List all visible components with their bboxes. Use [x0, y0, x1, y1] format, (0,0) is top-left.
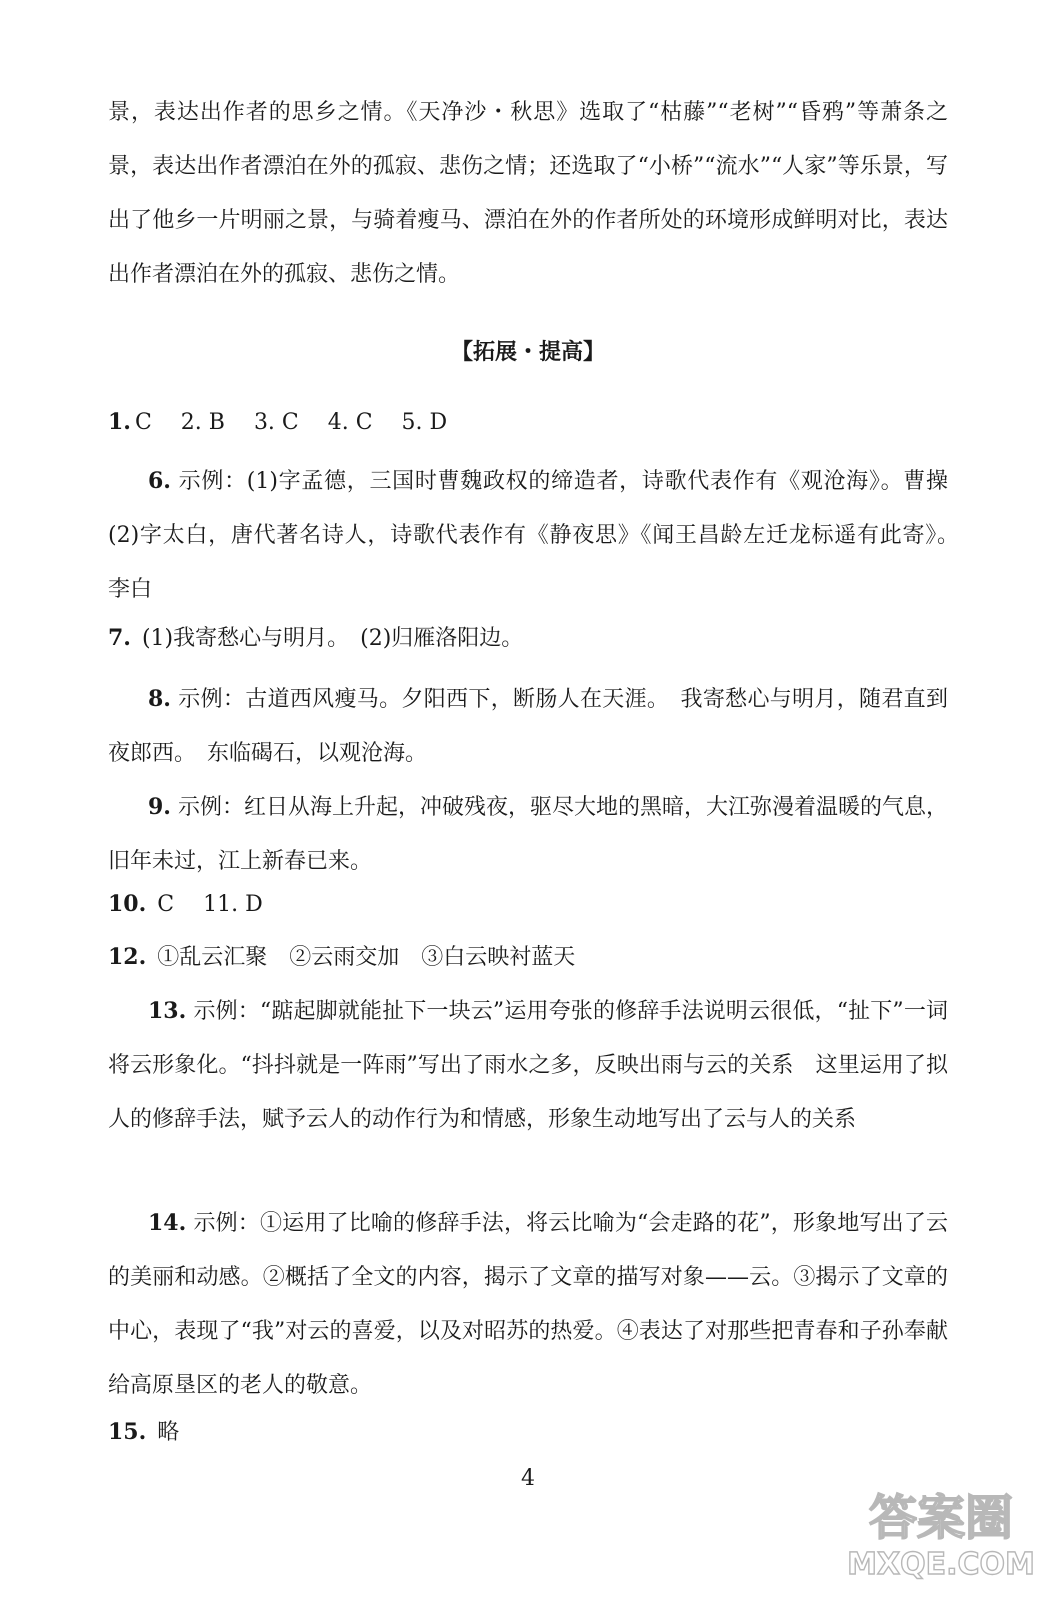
- answer-item-1: [108, 402, 447, 443]
- item-number: 15.: [108, 1419, 147, 1445]
- item-text: 示例：①运用了比喻的修辞手法，将云比喻为“会走路的花”，形象地写出了云的美丽和动感。②概括了全文的内容，揭示了文章的描写对象——云。③揭示了文章的中心，表现了“我”对云的喜爱，以及对昭苏的热爱。④表达了对那些把青春和子孙奉献给高原垦区的老人的敬意。: [108, 1211, 948, 1398]
- item-text: 略: [157, 1420, 180, 1445]
- watermark-logo: [846, 1476, 1036, 1586]
- answer-item-10: [108, 884, 263, 925]
- page-number: 4: [521, 1466, 535, 1491]
- item-number: 6.: [148, 468, 171, 494]
- item-number: 9.: [148, 794, 171, 820]
- item-text: (1)我寄愁心与明月。 (2)归雁洛阳边。: [141, 626, 524, 651]
- item-number: 12.: [108, 944, 147, 970]
- item-number: 13.: [148, 998, 187, 1024]
- watermark-top-text: 答案圈: [868, 1490, 1014, 1546]
- answer-item-7: [108, 618, 523, 659]
- item-text: C 2. B 3. C 4. C 5. D: [134, 410, 448, 435]
- item-text: 示例：(1)字孟德，三国时曹魏政权的缔造者，诗歌代表作有《观沧海》。曹操 (2)字太白，唐代著名诗人，诗歌代表作有《静夜思》《闻王昌龄左迁龙标遥有此寄》。 李白: [108, 469, 971, 602]
- item-text: 示例：古道西风瘦马。夕阳西下，断肠人在天涯。 我寄愁心与明月，随君直到夜郎西。 东临碣石，以观沧海。: [108, 687, 948, 766]
- item-number: 8.: [148, 686, 171, 712]
- answer-item-12: [108, 937, 575, 978]
- answer-item-9: [108, 780, 948, 889]
- section-title: 【拓展・提高】: [450, 339, 605, 365]
- answer-item-15: [108, 1412, 179, 1453]
- answer-item-14: [108, 1196, 948, 1413]
- answer-item-13: [108, 984, 948, 1147]
- answer-item-8: [108, 672, 948, 781]
- intro-paragraph: 景，表达出作者的思乡之情。《天净沙・秋思》选取了“枯藤”“老树”“昏鸦”等萧条之景，表达出作者漂泊在外的孤寂、悲伤之情；还选取了“小桥”“流水”“人家”等乐景，写出了他乡一片明丽之景，与骑着瘦马、漂泊在外的作者所处的环境形成鲜明对比，表达出作者漂泊在外的孤寂、悲伤之情。: [108, 100, 948, 287]
- item-text: ①乱云汇聚 ②云雨交加 ③白云映衬蓝天: [157, 945, 576, 970]
- item-text: C 11. D: [157, 892, 263, 917]
- item-number: 14.: [148, 1210, 187, 1236]
- answer-item-6: [108, 454, 971, 617]
- item-text: 示例：红日从海上升起，冲破残夜，驱尽大地的黑暗，大江弥漫着温暖的气息，旧年未过，江上新春已来。: [108, 795, 948, 874]
- watermark-bottom-text: MXQE.COM: [847, 1547, 1035, 1582]
- item-number: 7.: [108, 625, 131, 651]
- item-number: 1.: [108, 409, 131, 435]
- item-number: 10.: [108, 891, 147, 917]
- item-text: 示例：“踮起脚就能扯下一块云”运用夸张的修辞手法说明云很低，“扯下”一词将云形象化。“抖抖就是一阵雨”写出了雨水之多，反映出雨与云的关系 这里运用了拟人的修辞手法，赋予云人的动作行为和情感，形象生动地写出了云与人的关系: [108, 999, 948, 1132]
